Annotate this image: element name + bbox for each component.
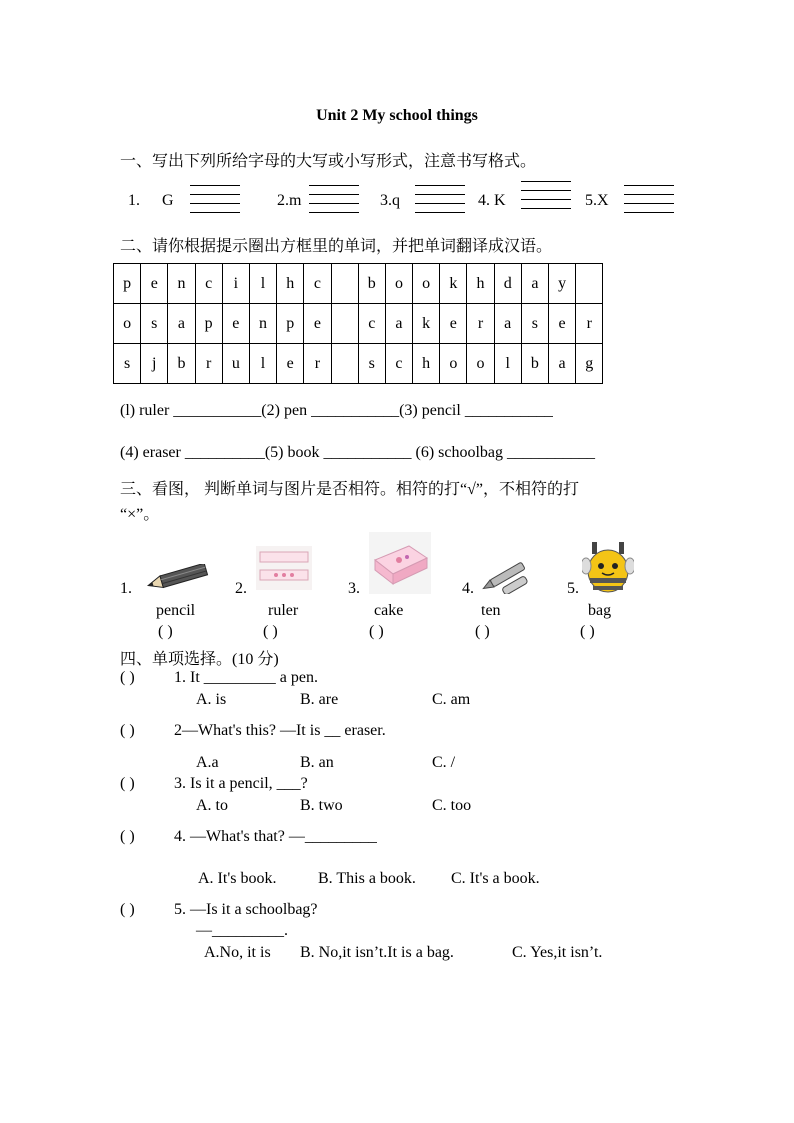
q4-text: 4. —What's that? —_________ <box>174 828 377 845</box>
item4-letter: 4. K <box>478 192 506 209</box>
grid-cell[interactable]: c <box>195 264 222 304</box>
grid-cell[interactable]: h <box>413 344 440 384</box>
q5-option-a[interactable]: A.No, it is <box>204 944 271 961</box>
item2-letter: 2.m <box>277 192 302 209</box>
ruler-icon <box>256 546 312 590</box>
grid-cell[interactable]: c <box>358 304 385 344</box>
eraser-icon <box>369 532 431 594</box>
q1-text: 1. It _________ a pen. <box>174 669 318 686</box>
q4-option-a[interactable]: A. It's book. <box>198 870 277 887</box>
writing-lines-5[interactable] <box>624 185 674 213</box>
writing-lines-1[interactable] <box>190 185 240 213</box>
word-bag: bag <box>588 602 612 619</box>
answer-paren-4[interactable]: ( ) <box>475 623 490 640</box>
grid-cell[interactable]: n <box>249 304 276 344</box>
item1-letter: G <box>162 192 174 209</box>
q3-option-b[interactable]: B. two <box>300 797 343 814</box>
grid-cell[interactable]: s <box>358 344 385 384</box>
grid-cell[interactable]: h <box>277 264 304 304</box>
grid-cell[interactable]: c <box>385 344 412 384</box>
q2-text: 2—What's this? —It is __ eraser. <box>174 722 386 739</box>
grid-cell[interactable]: k <box>440 264 467 304</box>
grid-cell[interactable]: b <box>521 344 548 384</box>
word-search-grid <box>113 263 603 384</box>
section1-heading: 一、写出下列所给字母的大写或小写形式，注意书写格式。 <box>120 153 537 170</box>
answer-paren-2[interactable]: ( ) <box>263 623 278 640</box>
item1-number: 1. <box>128 192 140 209</box>
q5-option-c[interactable]: C. Yes,it isn’t. <box>512 944 603 961</box>
answer-paren-1[interactable]: ( ) <box>158 623 173 640</box>
q1-option-c[interactable]: C. am <box>432 691 471 708</box>
grid-cell[interactable]: d <box>494 264 521 304</box>
grid-cell[interactable]: e <box>141 264 168 304</box>
q4-option-c[interactable]: C. It's a book. <box>451 870 540 887</box>
pic-number-1: 1. <box>120 580 132 597</box>
q3-option-c[interactable]: C. too <box>432 797 472 814</box>
grid-cell[interactable]: e <box>222 304 249 344</box>
grid-cell[interactable]: o <box>385 264 412 304</box>
q5-option-b[interactable]: B. No,it isn’t.It is a bag. <box>300 944 454 961</box>
pen-icon <box>478 558 532 594</box>
grid-cell[interactable]: b <box>358 264 385 304</box>
grid-cell[interactable]: j <box>141 344 168 384</box>
answer-paren-3[interactable]: ( ) <box>369 623 384 640</box>
grid-cell[interactable]: o <box>440 344 467 384</box>
pic-number-4: 4. <box>462 580 474 597</box>
grid-cell[interactable]: h <box>467 264 494 304</box>
grid-row <box>114 344 603 384</box>
q5-text: 5. —Is it a schoolbag? <box>174 901 318 918</box>
q1-option-b[interactable]: B. are <box>300 691 339 708</box>
q2-option-c[interactable]: C. / <box>432 754 456 771</box>
writing-lines-2[interactable] <box>309 185 359 213</box>
q5-paren[interactable]: ( ) <box>120 901 135 918</box>
grid-cell[interactable]: k <box>413 304 440 344</box>
grid-cell[interactable]: r <box>195 344 222 384</box>
q4-option-b[interactable]: B. This a book. <box>318 870 416 887</box>
grid-cell[interactable]: n <box>168 264 195 304</box>
grid-cell[interactable]: s <box>521 304 548 344</box>
grid-cell[interactable]: l <box>494 344 521 384</box>
translation-row-2[interactable]: (4) eraser __________(5) book ___________ (6) schoolbag ___________ <box>120 444 596 461</box>
grid-cell[interactable] <box>331 304 358 344</box>
grid-cell[interactable]: o <box>413 264 440 304</box>
grid-cell[interactable] <box>331 264 358 304</box>
grid-cell[interactable]: y <box>549 264 576 304</box>
pic-number-3: 3. <box>348 580 360 597</box>
grid-cell[interactable]: e <box>440 304 467 344</box>
grid-cell[interactable]: b <box>168 344 195 384</box>
grid-cell[interactable]: g <box>576 344 603 384</box>
grid-cell[interactable]: u <box>222 344 249 384</box>
word-ten: ten <box>481 602 501 619</box>
grid-cell[interactable]: a <box>521 264 548 304</box>
grid-row <box>114 264 603 304</box>
grid-cell[interactable]: l <box>249 344 276 384</box>
q3-paren[interactable]: ( ) <box>120 775 135 792</box>
grid-cell[interactable]: s <box>114 344 141 384</box>
writing-lines-3[interactable] <box>415 185 465 213</box>
grid-row <box>114 304 603 344</box>
pic-number-5: 5. <box>567 580 579 597</box>
page-title: Unit 2 My school things <box>316 107 478 124</box>
word-ruler: ruler <box>268 602 299 619</box>
grid-cell[interactable]: a <box>168 304 195 344</box>
q3-option-a[interactable]: A. to <box>196 797 228 814</box>
grid-cell[interactable]: e <box>304 304 331 344</box>
q2-option-a[interactable]: A.a <box>196 754 219 771</box>
grid-cell[interactable]: o <box>467 344 494 384</box>
word-pencil: pencil <box>156 602 196 619</box>
grid-cell[interactable]: a <box>549 344 576 384</box>
grid-cell[interactable]: r <box>467 304 494 344</box>
grid-cell[interactable]: a <box>494 304 521 344</box>
grid-cell[interactable]: c <box>304 264 331 304</box>
bee-schoolbag-icon <box>582 538 634 594</box>
grid-cell[interactable]: e <box>277 344 304 384</box>
q1-paren[interactable]: ( ) <box>120 669 135 686</box>
item5-letter: 5.X <box>585 192 609 209</box>
translation-row-1[interactable]: (l) ruler ___________(2) pen ___________(3) pencil ___________ <box>120 402 553 419</box>
grid-cell[interactable]: a <box>385 304 412 344</box>
pic-number-2: 2. <box>235 580 247 597</box>
section3-heading: 三、看图， 判断单词与图片是否相符。相符的打“√”，不相符的打 <box>120 481 579 498</box>
writing-lines-4[interactable] <box>521 181 571 209</box>
q3-text: 3. Is it a pencil, ___? <box>174 775 308 792</box>
grid-cell[interactable]: s <box>141 304 168 344</box>
grid-cell[interactable]: p <box>114 264 141 304</box>
grid-cell[interactable]: i <box>222 264 249 304</box>
word-cake: cake <box>374 602 404 619</box>
grid-cell[interactable]: o <box>114 304 141 344</box>
q1-option-a[interactable]: A. is <box>196 691 227 708</box>
grid-cell[interactable]: r <box>576 304 603 344</box>
grid-cell[interactable]: e <box>549 304 576 344</box>
section4-heading: 四、单项选择。(10 分) <box>120 651 279 668</box>
grid-cell[interactable]: r <box>304 344 331 384</box>
q2-paren[interactable]: ( ) <box>120 722 135 739</box>
grid-cell[interactable] <box>331 344 358 384</box>
grid-cell[interactable] <box>576 264 603 304</box>
section2-heading: 二、请你根据提示圈出方框里的单词，并把单词翻译成汉语。 <box>120 238 553 255</box>
q4-paren[interactable]: ( ) <box>120 828 135 845</box>
answer-paren-5[interactable]: ( ) <box>580 623 595 640</box>
q2-option-b[interactable]: B. an <box>300 754 334 771</box>
grid-cell[interactable]: p <box>277 304 304 344</box>
q5-answer-blank[interactable]: —_________. <box>196 922 288 939</box>
grid-cell[interactable]: l <box>249 264 276 304</box>
item3-letter: 3.q <box>380 192 400 209</box>
section3-heading-cont: “×”。 <box>120 506 160 523</box>
grid-cell[interactable]: p <box>195 304 222 344</box>
pencil-icon <box>143 564 213 590</box>
